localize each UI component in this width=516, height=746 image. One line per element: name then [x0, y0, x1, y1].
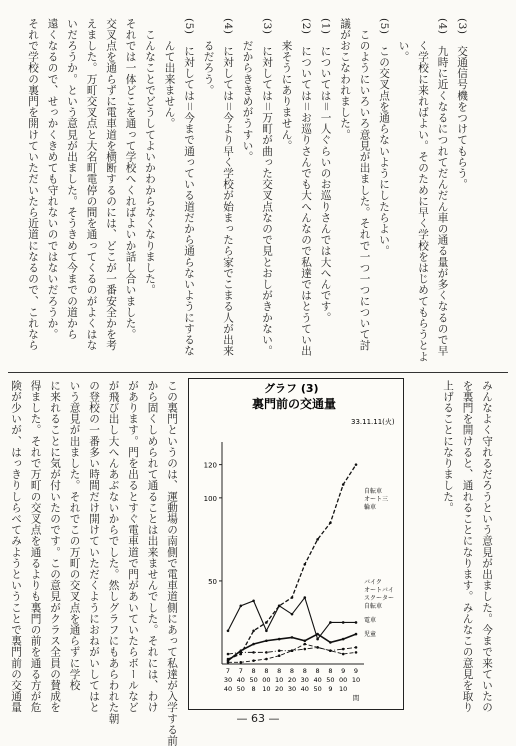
legend-label: 自転車 [364, 488, 383, 495]
legend-label: 輪車 [364, 504, 377, 511]
data-point [278, 638, 281, 641]
bottom-left-columns-line: いう意見が出ました。それでこの万町の交叉点を通らずに学校 [68, 380, 81, 691]
data-point [291, 613, 294, 616]
top-columns-line: んて出来ません。 [163, 18, 176, 129]
x-tick-label: 20 [275, 685, 284, 693]
x-tick-label: 50 [236, 685, 245, 693]
chart-frame [189, 379, 404, 710]
x-tick-label: 40 [236, 676, 245, 684]
data-point [316, 646, 319, 649]
bottom-left-columns-line: があります。門を出るとすぐ電車道で門があいていたらボールなど [127, 380, 139, 713]
data-point [342, 648, 345, 651]
x-tick-label: 20 [287, 676, 297, 684]
top-columns-line: 議がおこなわれました。 [339, 18, 351, 141]
x-tick-label: 10 [351, 676, 361, 684]
bottom-right-columns-line: を裏門を開けると、通れることになります。みんなこの意見を取り [461, 380, 474, 713]
bottom-left-columns-line: この裏門というのは、運動場の南側で電車道側にあって私達が入学する前 [166, 380, 178, 746]
x-tick-label: 30 [223, 676, 233, 684]
x-tick-label: 00 [339, 676, 348, 684]
x-tick-label: 10 [275, 676, 284, 684]
data-point [316, 638, 319, 641]
top-columns-line: それでは一体どこを通って学校へくればよいか話し合いました。 [124, 18, 137, 340]
chart-title: グラフ (3) [264, 382, 319, 395]
top-columns-line: (3) に対しては＝万町が曲った交叉点なので見とおしがきかない。 [261, 18, 273, 357]
data-point [291, 636, 294, 639]
x-tick-label: 7 [238, 667, 243, 675]
x-tick-label: 40 [300, 685, 309, 693]
x-tick-label: 9 [353, 667, 359, 675]
x-tick-label: 9 [328, 685, 333, 693]
top-columns-line: 交叉点を通らずに電車道を横断するのには、どこが一番安全かを考 [105, 18, 117, 351]
x-tick-label: 50 [249, 676, 258, 684]
data-point [265, 651, 268, 654]
legend-label: 自転車 [364, 603, 383, 610]
data-point [329, 641, 332, 644]
x-tick-label: 8 [302, 667, 307, 675]
legend-label: オートバイ [364, 587, 394, 594]
traffic-chart [188, 378, 404, 710]
data-point [227, 653, 230, 656]
data-point [329, 621, 332, 624]
data-point [252, 651, 255, 654]
x-tick-label: 00 [262, 676, 271, 684]
data-point [342, 638, 345, 641]
x-tick-label: 8 [289, 667, 295, 675]
y-tick-label: 120 [203, 461, 217, 470]
data-point [252, 629, 255, 632]
data-point [227, 661, 230, 664]
data-point [240, 605, 243, 608]
top-columns-line: (5) に対しては＝今まで通っている道だから通らないようにするな [183, 18, 195, 357]
data-point [304, 639, 307, 642]
bottom-right-columns-line: みんなよく守れるだろうという意見が出ました。今まで来ていたの [481, 380, 493, 713]
legend-label: 児童 [364, 631, 377, 638]
data-point [278, 649, 281, 652]
data-point [227, 629, 230, 632]
data-point [278, 654, 281, 657]
y-tick-label: 100 [203, 494, 217, 503]
data-point [316, 538, 319, 541]
x-tick-label: 9 [341, 667, 346, 675]
data-point [291, 649, 294, 652]
x-tick-label: 8 [251, 685, 256, 693]
chart-date: 33.11.11(火) [351, 418, 395, 426]
top-columns-line: 遠くなるので、せっかくきめても守れないのではないだろうか。 [46, 18, 59, 340]
data-point [329, 521, 332, 524]
data-point [252, 659, 255, 662]
x-tick-label: 8 [264, 667, 269, 675]
top-columns-line: (4) 九時に近くなるにつれてだんだん車の通る量が多くなるので早 [436, 18, 449, 357]
data-point [265, 629, 268, 632]
data-point [342, 483, 345, 486]
data-point [252, 643, 255, 646]
top-columns-line: だからききめがうすい。 [241, 18, 254, 163]
data-point [355, 633, 358, 636]
x-tick-label: 8 [315, 667, 320, 675]
page-number: — 63 — [236, 712, 280, 725]
top-columns-line: いだろうか。という意見が出ました。そうきめて今までの道から [66, 18, 78, 340]
top-columns-line: こんなことでどうしてよいかわからなくなりました。 [144, 18, 156, 296]
legend-label: オート三 [364, 496, 389, 503]
x-tick-label: 40 [223, 685, 233, 693]
top-columns-line: このようにいろいろ意見が出ました。それで一つ一つについて討 [358, 18, 371, 351]
legend-label: スクーター [364, 595, 395, 602]
data-point [240, 661, 243, 664]
y-tick-label: 50 [208, 577, 217, 586]
bottom-right-columns-line: 上げることになりました。 [442, 380, 454, 514]
x-tick-label: 8 [277, 667, 282, 675]
x-tick-label: 30 [287, 685, 297, 693]
data-point [291, 596, 294, 599]
top-columns-line: (1) については＝一人ぐらいのお巡りさんでは大へんです。 [319, 18, 332, 324]
horizontal-divider [8, 372, 508, 373]
top-columns-line: い。 [397, 18, 410, 63]
x-tick-label: 7 [225, 667, 231, 675]
x-tick-label: 30 [300, 676, 309, 684]
data-point [316, 633, 319, 636]
bottom-left-columns-line: が飛び出し大へんあぶないからでした。然しグラフにもあらわれた朝 [107, 380, 120, 725]
data-point [265, 639, 268, 642]
bottom-left-columns-line: に来れることに気が付いたのです。この意見がクラス全員の賛成を [49, 380, 61, 713]
bottom-left-columns-line: の登校の一番多い時間だけ開けていただくようにおねがいしてはと [88, 380, 100, 713]
top-columns-line: (4) に対しては＝今より早く学校が始まったら家でこまる人が出来 [222, 18, 234, 357]
x-tick-label: 50 [313, 685, 322, 693]
bottom-left-columns-line: 険が少いが、はっきりしらべてみようということで裏門前の交通量 [10, 380, 22, 713]
x-tick-label: 8 [251, 667, 256, 675]
data-point [265, 658, 268, 661]
data-point [355, 646, 358, 649]
top-columns-line: (5) この交叉点を通らないようにしたらよい。 [378, 18, 390, 257]
data-point [329, 649, 332, 652]
data-point [304, 563, 307, 566]
x-tick-label: 8 [328, 667, 333, 675]
data-point [355, 651, 358, 654]
top-columns-line: (2) については＝お巡りさんでも大へんなので私達ではとうてい出 [300, 18, 312, 357]
data-point [342, 653, 345, 656]
data-point [355, 621, 358, 624]
data-point [304, 643, 307, 646]
chart-subtitle: 裏門前の交通量 [252, 397, 337, 411]
legend-label: 電車 [364, 617, 377, 624]
bottom-left-columns-line: から固くしめられて通ることは出来ませんでした。それには、わけ [146, 380, 159, 713]
data-point [304, 648, 307, 651]
top-columns-line: 来そうにありません。 [280, 18, 293, 152]
top-columns-line: (3) 交通信号機をつけてもらう。 [456, 18, 468, 190]
top-columns-line: く学校に来ればよい。そのために早く学校をはじめてもらうとよ [417, 18, 429, 363]
data-point [278, 605, 281, 608]
data-point [355, 463, 358, 466]
x-tick-label: 50 [326, 676, 335, 684]
data-point [252, 600, 255, 603]
legend-label: バイク [364, 579, 382, 586]
top-columns-line: えました。万町交叉点と大名町電停の間を通ってくるのがよくはな [85, 18, 98, 351]
x-tick-label: 40 [313, 676, 322, 684]
data-point [304, 596, 307, 599]
x-tick-label: 10 [339, 685, 348, 693]
data-point [240, 651, 243, 654]
top-columns-line: るだろう。 [202, 18, 215, 96]
x-tick-label: 10 [262, 685, 271, 693]
data-point [265, 621, 268, 624]
top-columns-line: それで学校の裏門を開けていただいたら近道になるので、これなら [27, 18, 39, 351]
bottom-left-columns-line: 得ました。それで万町の交叉点を通るよりも裏門の前を通る方が危 [29, 380, 42, 713]
data-point [342, 621, 345, 624]
x-tick-label: 間 [352, 694, 360, 702]
